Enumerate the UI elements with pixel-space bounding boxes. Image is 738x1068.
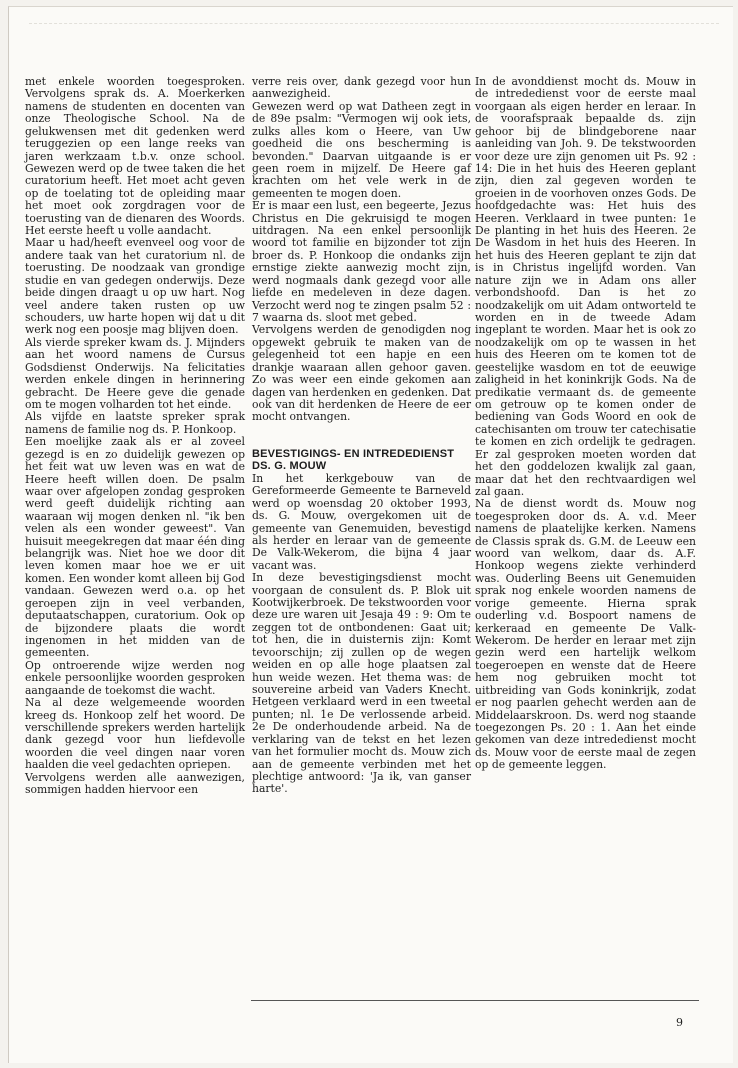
paragraph: Gewezen werd op wat Datheen zegt in de 89e psalm: "Vermogen wij ook iets, zulks alles kom o Heere, van Uw goedheid die ons bescherming is bevonden." Daarvan uitgaande is er geen roem in mijzelf. De Heere gaf krachten om het vele werk in de gemeenten te mogen doen. <box>252 99 471 200</box>
paragraph: Vervolgens werden alle aanwezigen, sommigen hadden hiervoor een <box>25 770 245 797</box>
paragraph: met enkele woorden toegesproken. Vervolgens sprak ds. A. Moerkerken namens de studenten en docenten van onze Theologische School. Na de gelukwensen met dit gedenken werd teruggezien op een lange reeks van jaren werkzaam t.b.v. onze school. Gewezen werd op de twee taken die het curatorium heeft. Het moet acht geven op de toelating tot de opleiding maar het moet ook zorgdragen voor de toerusting van de dienaren des Woords. Het eerste heeft u volle aandacht. <box>25 75 245 238</box>
paragraph: Als vierde spreker kwam ds. J. Mijnders aan het woord namens de Cursus Godsdienst Onderwijs. Na felicitaties werden enkele dingen in herinnering gebracht. De Heere geve die genade om te mogen volharden tot het einde. <box>25 335 245 411</box>
page-number: 9 <box>676 1016 683 1029</box>
section-heading: BEVESTIGINGS- EN INTREDEDIENST DS. G. MOUW <box>252 447 455 473</box>
paragraph: In deze bevestigingsdienst mocht voorgaan de consulent ds. P. Blok uit Kootwijkerbroek. De tekstwoorden voor deze ure waren uit Jesaja 49 : 9: Om te zeggen tot de ontbondenen: Gaat uit; tot hen, die in duisternis zijn: Komt tevoorschijn; zij zullen op de wegen weiden en op alle hoge plaatsen zal hun weide wezen. Het thema was: de souvereine arbeid van Vaders Knecht. Hetgeen verklaard werd in een tweetal punten; nl. 1e De verlossende arbeid. 2e De onderhoudende arbeid. Na de verklaring van de tekst en het lezen van het formulier mocht ds. Mouw zich aan de gemeente verbinden met het plechtige antwoord: 'Ja ik, van ganser harte'. <box>252 571 471 796</box>
paragraph: Vervolgens werden de genodigden nog opgewekt gebruik te maken van de gelegenheid tot een hapje en een drankje waaraan allen gehoor gaven. Zo was weer een einde gekomen aan dagen van herdenken en gedenken. Dat ook van dit herdenken de Heere de eer mocht ontvangen. <box>252 323 471 424</box>
paragraph: Als vijfde en laatste spreker sprak namens de familie nog ds. P. Honkoop. <box>25 410 245 436</box>
column-1 <box>25 76 245 796</box>
paragraph: In het kerkgebouw van de Gereformeerde Gemeente te Barneveld werd op woensdag 20 oktober 1993, ds. G. Mouw, overgekomen uit de gemeente van Genemuiden, bevestigd als herder en leraar van de gemeente De Valk-Wekerom, die bijna 4 jaar vacant was. <box>252 471 471 572</box>
footer-rule <box>251 1000 699 1001</box>
paragraph: Op ontroerende wijze werden nog enkele persoonlijke woorden gesproken aangaande de toekomst die wacht. <box>25 658 245 697</box>
paragraph: Een moelijke zaak als er al zoveel gezegd is en zo duidelijk gewezen op het feit wat uw leven was en wat de Heere heeft willen doen. De psalm waar over afgelopen zondag gesproken werd geeft duidelijk richting aan waaraan wij mogen denken nl. "ik ben velen als een wonder geweest". Van huisuit meegekregen dat maar één ding belangrijk was. Niet hoe we door dit leven komen maar hoe we er uit komen. Een wonder komt alleen bij God vandaan. Gewezen werd o.a. op het geroepen zijn in veel verbanden, deputaatschappen, curatorium. Ook op de bijzondere plaats die wordt ingenomen in het midden van de gemeenten. <box>25 435 245 660</box>
paragraph: verre reis over, dank gezegd voor hun aanwezigheid. <box>252 75 471 101</box>
paragraph: Na al deze welgemeende woorden kreeg ds. Honkoop zelf het woord. De verschillende sprekers werden hartelijk dank gezegd voor hun liefdevolle woorden die veel dingen naar voren haalden die veel gedachten opriepen. <box>25 696 245 772</box>
column-3 <box>475 76 696 772</box>
scan-edge <box>29 23 719 34</box>
column-2 <box>252 76 471 796</box>
paragraph: Er is maar een lust, een begeerte, Jezus Christus en Die gekruisigd te mogen uitdragen. Na een enkel persoonlijk woord tot familie en bijzonder tot zijn broer ds. P. Honkoop die ondanks zijn ernstige ziekte aanwezig mocht zijn, werd nogmaals dank gezegd voor alle liefde en medeleven in deze dagen. Verzocht werd nog te zingen psalm 52 : 7 waarna ds. sloot met gebed. <box>252 199 471 325</box>
paragraph: Na de dienst wordt ds. Mouw nog toegesproken door ds. A. v.d. Meer namens de plaatelijke kerken. Namens de Classis sprak ds. G.M. de Leeuw een woord van welkom, daar ds. A.F. Honkoop wegens ziekte verhinderd was. Ouderling Beens uit Genemuiden sprak nog enkele woorden namens de vorige gemeente. Hierna sprak ouderling v.d. Bospoort namens de kerkeraad en gemeente De Valk-Wekerom. De herder en leraar met zijn gezin werd een hartelijk welkom toegeroepen en wenste dat de Heere hem nog gebruiken mocht tot uitbreiding van Gods koninkrijk, zodat er nog paarlen gehecht werden aan de Middelaarskroon. Ds. werd nog staande toegezongen Ps. 20 : 1. Aan het einde gekomen van deze intrededienst mocht ds. Mouw voor de eerste maal de zegen op de gemeente leggen. <box>475 497 696 772</box>
paragraph: Maar u had/heeft evenveel oog voor de andere taak van het curatorium nl. de toerusting. De noodzaak van grondige studie en van gedegen onderwijs. Deze beide dingen draagt u op uw hart. Nog veel andere taken rusten op uw schouders, uw harte hopen wij dat u dit werk nog een poosje mag blijven doen. <box>25 236 245 337</box>
paragraph: In de avonddienst mocht ds. Mouw in de intrededienst voor de eerste maal voorgaan als eigen herder en leraar. In de voorafspraak bepaalde ds. zijn gehoor bij de blindgeborene naar aanleiding van Joh. 9. De tekstwoorden voor deze ure zijn genomen uit Ps. 92 : 14: Die in het huis des Heeren geplant zijn, dien zal gegeven worden te groeien in de voorhoven onzes Gods. De hoofdgedachte was: Het huis des Heeren. Verklaard in twee punten: 1e De planting in het huis des Heeren. 2e De Wasdom in het huis des Heeren. In het huis des Heeren geplant te zijn dat is in Christus ingelijfd worden. Van nature zijn we in Adam ons aller verbondshoofd. Dan is het zo noodzakelijk om uit Adam ontworteld te worden en in de tweede Adam ingeplant te worden. Maar het is ook zo noodzakelijk om op te wassen in het huis des Heeren om te komen tot de geestelijke wasdom en tot de eeuwige zaligheid in het koninkrijk Gods. Na de predikatie vermaant ds. de gemeente om getrouw op te komen onder de bediening van Gods Woord en ook de catechisanten om trouw ter catechisatie te komen en zich ordelijk te gedragen. Er zal gesproken moeten worden dat het den goddelozen kwalijk zal gaan, maar dat het den rechtvaardigen wel zal gaan. <box>475 75 696 498</box>
